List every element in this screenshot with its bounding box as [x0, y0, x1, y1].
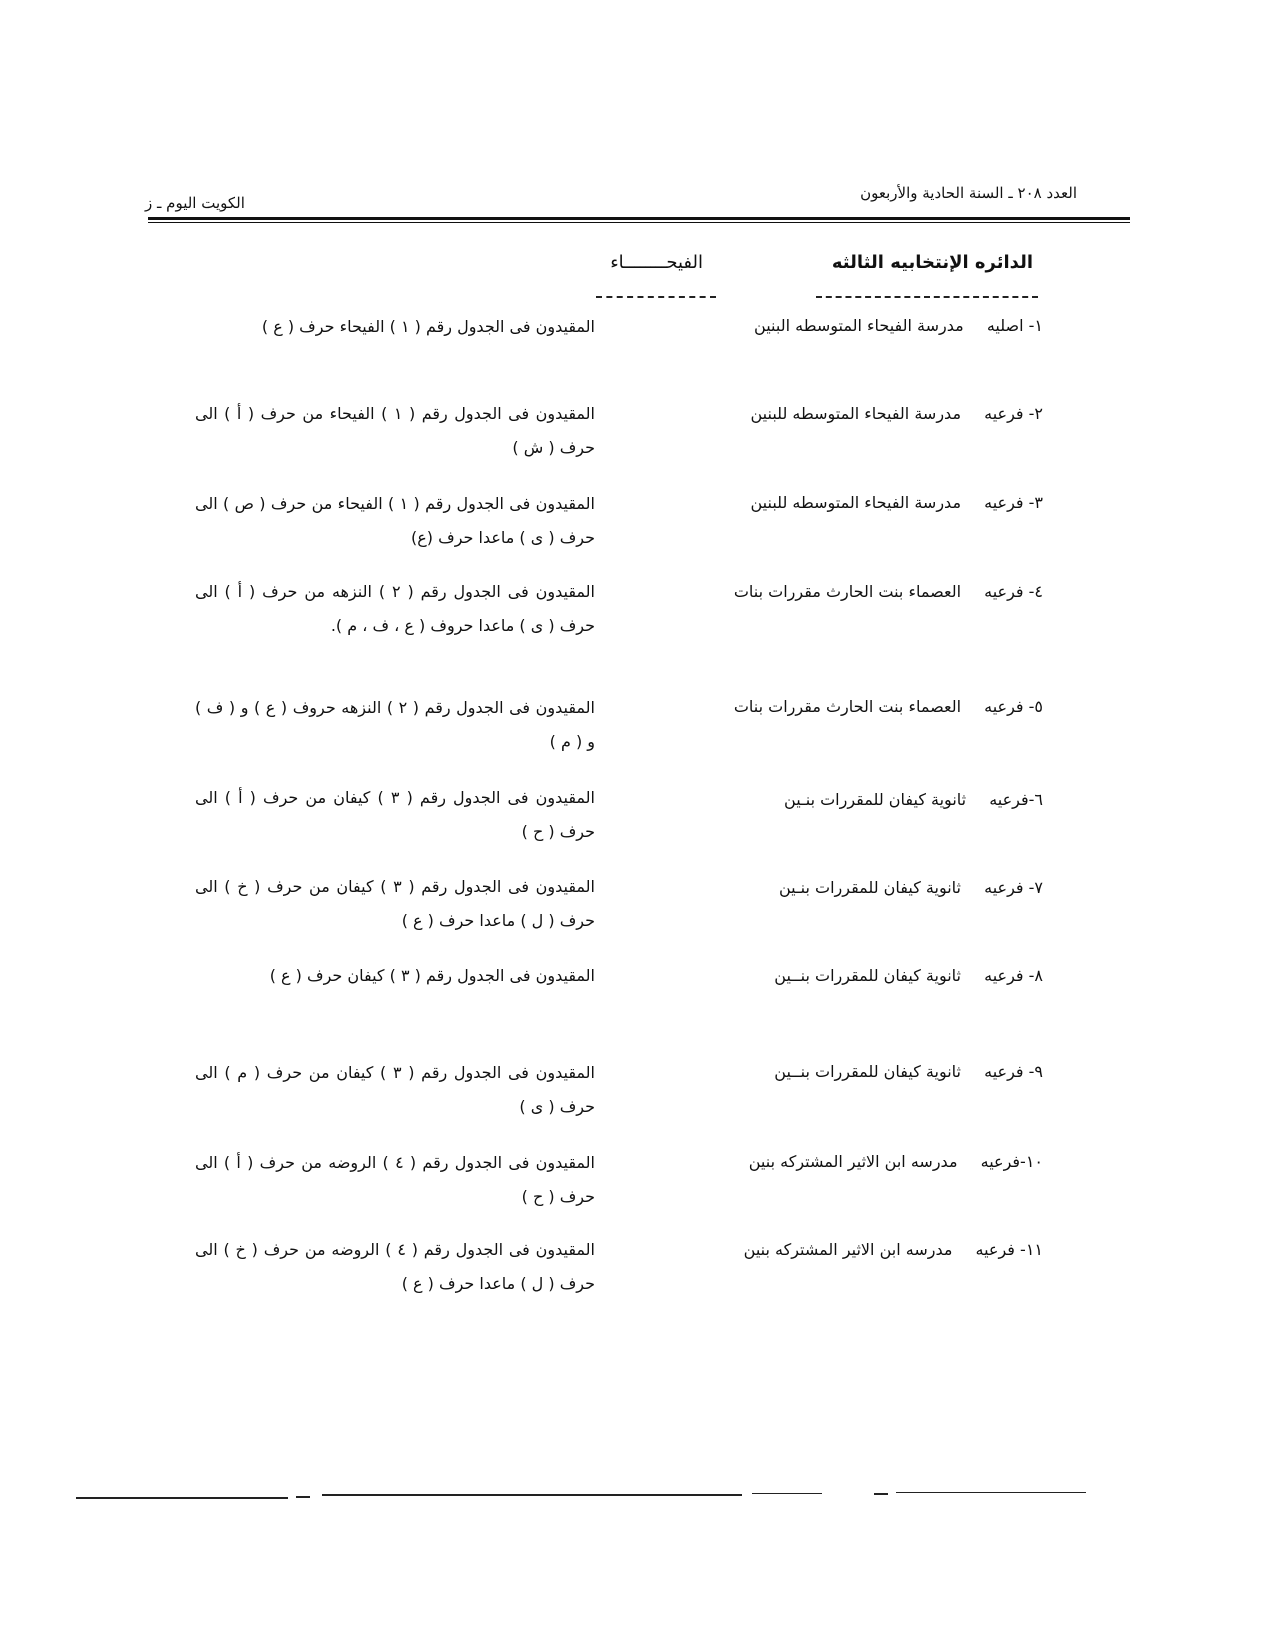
row-2-description: المقيدون فى الجدول رقم ( ١ ) الفيحاء من حرف ( أ ) الى حرف ( ش ) — [195, 404, 595, 457]
row-number: ٥- فرعيه — [984, 697, 1043, 716]
header-rule-thin — [148, 222, 1130, 223]
row-number: ٣- فرعيه — [984, 493, 1043, 512]
row-number: ٢- فرعيه — [984, 404, 1043, 423]
row-9-description: المقيدون فى الجدول رقم ( ٣ ) كيفان من حرف ( م ) الى حرف ( ى ) — [195, 1063, 595, 1116]
school-name: ثانوية كيفان للمقررات بنــين — [774, 1062, 962, 1081]
row-number: ٩- فرعيه — [984, 1062, 1043, 1081]
row-1-school — [623, 316, 1043, 335]
section-area: الفيحــــــــاء — [610, 252, 703, 273]
row-10-description: المقيدون فى الجدول رقم ( ٤ ) الروضه من حرف ( أ ) الى حرف ( ح ) — [195, 1153, 596, 1206]
school-name: مدرسه ابن الاثير المشتركه بنين — [743, 1240, 953, 1259]
footer-rule — [296, 1496, 310, 1498]
row-8-description: المقيدون فى الجدول رقم ( ٣ ) كيفان حرف ( ع ) — [269, 966, 595, 985]
row-4-school — [623, 582, 1043, 601]
row-number: ٧- فرعيه — [984, 878, 1043, 897]
row-6-description: المقيدون فى الجدول رقم ( ٣ ) كيفان من حرف ( أ ) الى حرف ( ح ) — [195, 788, 595, 841]
row-1-description: المقيدون فى الجدول رقم ( ١ ) الفيحاء حرف ( ع ) — [261, 317, 595, 336]
row-8-school — [623, 966, 1043, 985]
row-10-school — [623, 1152, 1043, 1171]
section-title: الدائره الإنتخابيه الثالثه — [831, 252, 1033, 273]
area-underline — [596, 296, 716, 298]
school-name: مدرسة الفيحاء المتوسطه البنين — [754, 316, 964, 335]
school-name: ثانوية كيفان للمقررات بنــين — [774, 966, 962, 985]
row-number: ١- اصليه — [986, 316, 1043, 335]
row-7-school — [623, 878, 1043, 897]
title-underline — [816, 296, 1038, 298]
footer-rule — [752, 1493, 822, 1494]
row-11-school — [623, 1240, 1043, 1259]
footer-rule — [76, 1497, 288, 1499]
row-number: ٦-فرعيه — [989, 790, 1043, 809]
footer-rule — [322, 1494, 742, 1496]
row-3-school — [623, 493, 1043, 512]
school-name: مدرسه ابن الاثير المشتركه بنين — [748, 1152, 958, 1171]
school-name: ثانوية كيفان للمقررات بنـين — [784, 790, 967, 809]
row-5-description: المقيدون فى الجدول رقم ( ٢ ) النزهه حروف ( ع ) و ( ف ) و ( م ) — [195, 698, 595, 751]
school-name: ثانوية كيفان للمقررات بنـين — [778, 878, 962, 897]
header-rule — [148, 217, 1130, 220]
footer-rule — [874, 1493, 888, 1495]
row-9-school — [623, 1062, 1043, 1081]
school-name: مدرسة الفيحاء المتوسطه للبنين — [750, 493, 962, 512]
school-name: العصماء بنت الحارث مقررات بنات — [733, 582, 962, 601]
row-number: ١١- فرعيه — [975, 1240, 1043, 1259]
row-number: ١٠-فرعيه — [980, 1152, 1043, 1171]
school-name: مدرسة الفيحاء المتوسطه للبنين — [750, 404, 962, 423]
row-number: ٤- فرعيه — [984, 582, 1043, 601]
row-6-school — [623, 790, 1043, 809]
footer-rule — [896, 1492, 1086, 1493]
issue-line: العدد ٢٠٨ ـ السنة الحادية والأربعون — [860, 184, 1077, 202]
row-number: ٨- فرعيه — [984, 966, 1043, 985]
row-11-description: المقيدون فى الجدول رقم ( ٤ ) الروضه من حرف ( خ ) الى حرف ( ل ) ماعدا حرف ( ع ) — [195, 1240, 595, 1293]
row-7-description: المقيدون فى الجدول رقم ( ٣ ) كيفان من حرف ( خ ) الى حرف ( ل ) ماعدا حرف ( ع ) — [195, 877, 595, 930]
school-name: العصماء بنت الحارث مقررات بنات — [733, 697, 962, 716]
row-2-school — [623, 404, 1043, 423]
publication-name: الكويت اليوم ـ ز — [145, 194, 245, 212]
row-4-description: المقيدون فى الجدول رقم ( ٢ ) النزهه من حرف ( أ ) الى حرف ( ى ) ماعدا حروف ( ع ، ف ، م ). — [195, 582, 596, 635]
row-3-description: المقيدون فى الجدول رقم ( ١ ) الفيحاء من حرف ( ص ) الى حرف ( ى ) ماعدا حرف (ع) — [195, 494, 596, 547]
row-5-school — [623, 697, 1043, 716]
